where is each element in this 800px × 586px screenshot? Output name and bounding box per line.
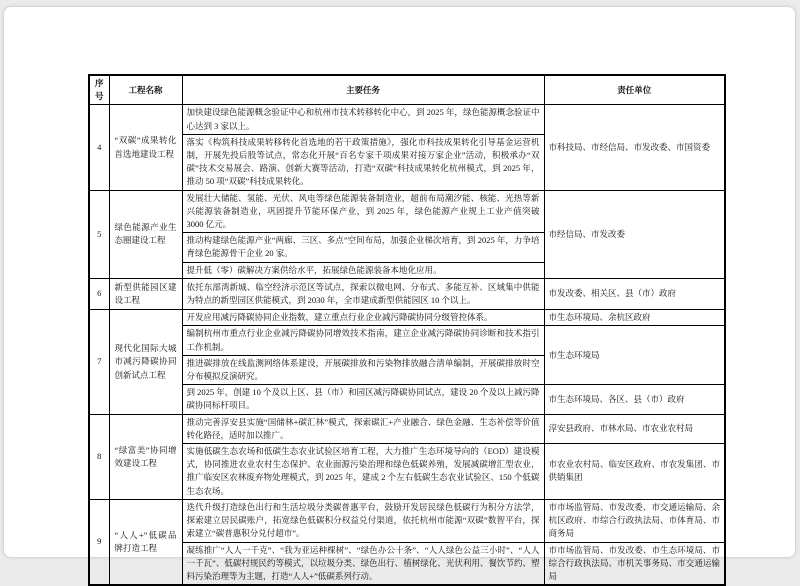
seq-cell: 6 [89, 278, 109, 309]
unit-cell: 市经信局、市发改委 [544, 190, 725, 278]
header-responsible-unit: 责任单位 [544, 75, 725, 105]
unit-cell: 市发改委、相关区、县（市）政府 [544, 278, 725, 309]
task-cell: 开发应用减污降碳协同企业指数，建立重点行业企业减污降碳协同分级管控体系。 [182, 310, 544, 326]
task-cell: 编制杭州市重点行业企业减污降碳协同增效技术指南，建立企业减污降碳协同诊断和技术指引工作机制。 [182, 326, 544, 355]
task-cell: 提升低（零）碳解决方案供给水平，拓展绿色能源装备本地化应用。 [182, 262, 544, 278]
header-seq: 序号 [89, 75, 109, 105]
table-row [89, 385, 725, 414]
project-name-cell: “人人+”低碳品牌打造工程 [109, 499, 182, 585]
task-cell: 凝练推广“人人一千克”、“我为亚运种棵树”、“绿色办公十条”、“人人绿色公益三小时”、“人人一千瓦”、低碳村规民约等模式，以垃圾分类、绿色出行、植树绿化、光伏利用、餐饮节约、塑料污染治理等为主题，打造“人人+”低碳系列行动。 [182, 542, 544, 585]
project-name-cell: “绿富美”协同增效建设工程 [109, 414, 182, 499]
table-row [89, 326, 725, 355]
seq-cell: 9 [89, 499, 109, 585]
unit-cell: 市农业农村局、临安区政府、市农发集团、市供销集团 [544, 444, 725, 500]
task-cell: 加快建设绿色能源概念验证中心和杭州市技术转移转化中心，到 2025 年，绿色能源概念验证中心达到 3 家以上。 [182, 105, 544, 134]
task-cell: 落实《构筑科技成果转移转化首选地的若干政策措施》，强化市科技成果转化引导基金运营机制，开展先投后股等试点，常态化开展“百名专家千项成果对接万家企业”活动，积极承办“双碳”技术交易展会、路演、创新大赛等活动，打造“双碳”科技成果转化杭州模式，到 2025 年，推动 50 项“双碳”科技成果转化。 [182, 134, 544, 190]
table-row [89, 444, 725, 500]
table-row [89, 499, 725, 542]
task-cell: 发展壮大储能、氢能、光伏、风电等绿色能源装备制造业，超前布局潮汐能、核能、光热等新兴能源装备制造业，巩固提升节能环保产业，到 2025 年，绿色能源产业规上工业产值突破 3000 亿元。 [182, 190, 544, 233]
project-name-cell: “双碳”成果转化首选地建设工程 [109, 105, 182, 190]
table-row [89, 414, 725, 443]
table-row [89, 542, 725, 585]
task-cell: 依托东部湾新城、临空经济示范区等试点，探索以微电网、分布式、多能互补、区域集中供能为特点的新型园区供能模式，到 2030 年，全市建成新型供能园区 10 个以上。 [182, 278, 544, 309]
task-cell: 推进碳排放在线监测网络体系建设，开展碳排放和污染物排放融合清单编制，开展碳排放时空分布模拟反演研究。 [182, 355, 544, 384]
unit-cell: 淳安县政府、市林水局、市农业农村局 [544, 414, 725, 443]
seq-cell: 5 [89, 190, 109, 278]
task-cell: 推动构建绿色能源产业“两廊、三区、多点”空间布局，加强企业梯次培育，到 2025 年，力争培育绿色能源骨干企业 20 家。 [182, 233, 544, 262]
seq-cell: 7 [89, 310, 109, 414]
table-row [89, 278, 725, 309]
unit-cell: 市科技局、市经信局、市发改委、市国资委 [544, 105, 725, 190]
project-name-cell: 现代化国际大城市减污降碳协同创新试点工程 [109, 310, 182, 414]
unit-cell: 市生态环境局、各区、县（市）政府 [544, 385, 725, 414]
unit-cell: 市市场监管局、市发改委、市交通运输局、余杭区政府、市综合行政执法局、市体育局、市商务局 [544, 499, 725, 542]
header-main-task: 主要任务 [182, 75, 544, 105]
seq-cell: 4 [89, 105, 109, 190]
task-table [88, 74, 726, 586]
seq-cell: 8 [89, 414, 109, 499]
table-row [89, 190, 725, 233]
document-page [4, 7, 795, 581]
unit-cell: 市生态环境局、余杭区政府 [544, 310, 725, 326]
project-name-cell: 新型供能园区建设工程 [109, 278, 182, 309]
table-header-row [89, 75, 725, 105]
unit-cell: 市生态环境局 [544, 326, 725, 385]
unit-cell: 市市场监管局、市发改委、市生态环境局、市综合行政执法局、市机关事务局、市交通运输局 [544, 542, 725, 585]
table-row [89, 105, 725, 134]
header-project-name: 工程名称 [109, 75, 182, 105]
task-cell: 推动完善淳安县实施“国储林+碳汇林”模式，探索碳汇+产业融合、绿色金融、生态补偿等价值转化路径，适时加以推广。 [182, 414, 544, 443]
task-cell: 实施低碳生态农场和低碳生态农业试验区培育工程，大力推广生态环境导向的（EOD）建设模式，协同推进农业农村生态保护、农业面源污染治理和绿色低碳养殖，发展减碳增汇型农业，推广临安区农林废弃物处理模式，到 2025 年，建成 2 个左右低碳生态农业试验区、150 个低碳生态农场。 [182, 444, 544, 500]
table-row [89, 310, 725, 326]
task-cell: 到 2025 年，创建 10 个及以上区、县（市）和园区减污降碳协同试点，建设 20 个及以上减污降碳协同标杆项目。 [182, 385, 544, 414]
project-name-cell: 绿色能源产业生态圈建设工程 [109, 190, 182, 278]
task-cell: 迭代升级打造绿色出行和生活垃圾分类碳普惠平台，鼓励开发居民绿色低碳行为积分方法学，探索建立居民碳账户，拓宽绿色低碳积分权益兑付渠道，依托杭州市能源“双碳”数智平台，探索建立“碳普惠积分兑付超市”。 [182, 499, 544, 542]
